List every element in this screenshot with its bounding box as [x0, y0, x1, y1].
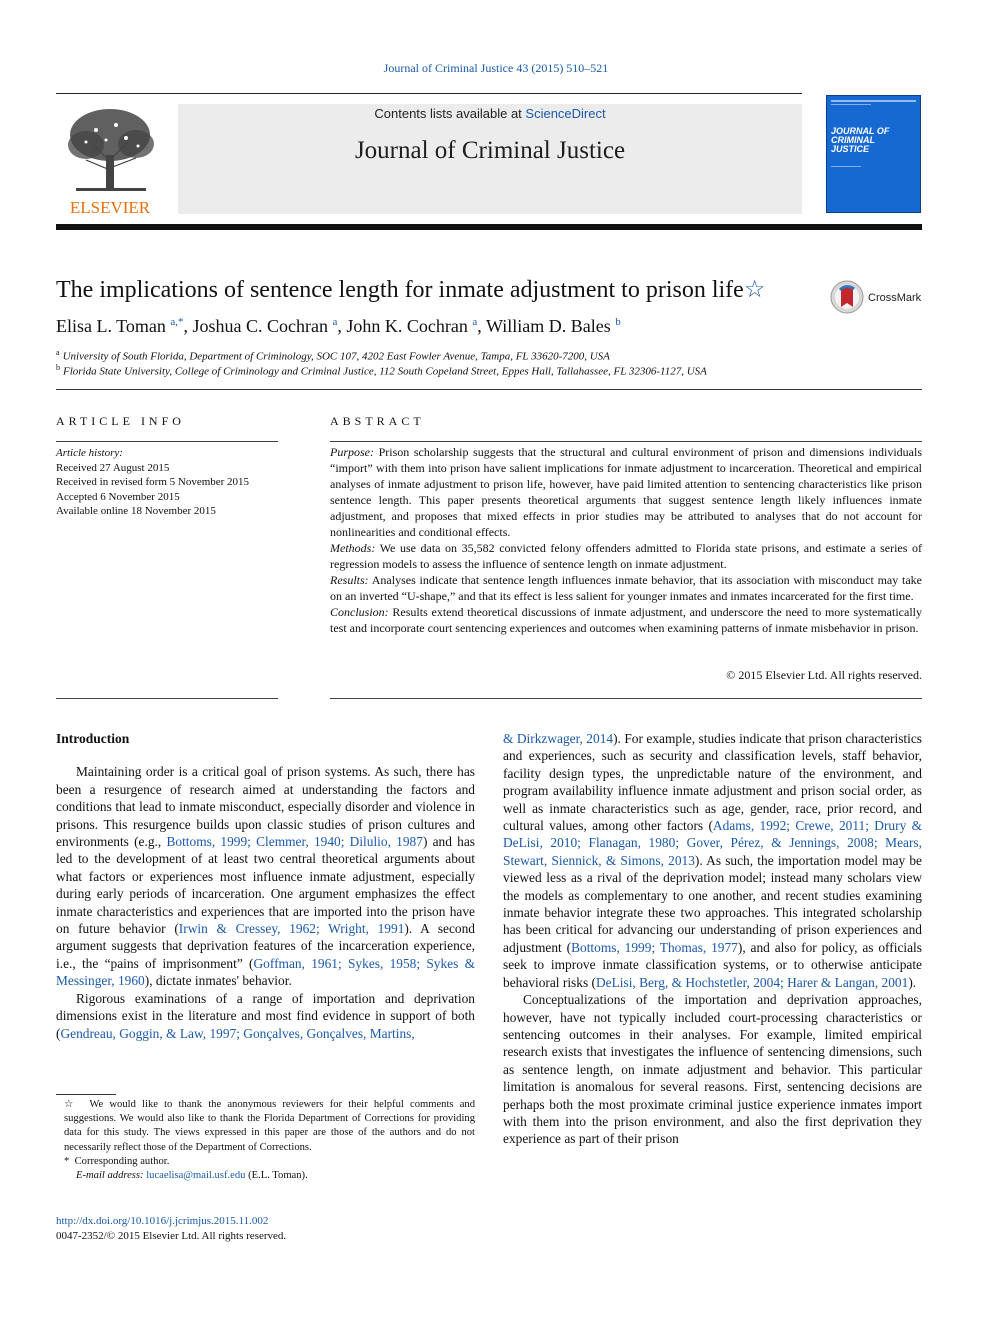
body-text: Rigorous examinations of a range of importation and deprivation dimensions exist in the literature and most find evidence in support of both (	[56, 990, 475, 1041]
author-affil-mark[interactable]: a	[472, 316, 478, 328]
abstract-results	[330, 572, 922, 604]
footnote-text: Corresponding author.	[74, 1155, 170, 1167]
abstract-heading: ABSTRACT	[330, 414, 425, 428]
citation-link[interactable]: Irwin & Cressey, 1962; Wright, 1991	[178, 921, 405, 937]
affiliation-b	[56, 363, 707, 378]
author-list: Elisa L. Toman $^{a,*}$, Joshua C. Cochran $^a$, John K. Cochran $^a$, William D. Bales $^b$	[56, 316, 621, 336]
affiliation-mark: a	[56, 348, 60, 357]
citation-link[interactable]: Adams, 1992; Crewe, 2011; Drury & DeLisi, 2010; Flanagan, 1980; Gover, Pérez, & Jennings, 2008; Mears, Stewart, Siennick, & Simons, 2013	[503, 818, 923, 868]
conclusion-text: Results extend theoretical discussions of inmate adjustment, and underscore the need to more systematically test and incorporate court sentencing experiences and outcomes when examining patterns of inmate misbehavior in prison.	[330, 605, 922, 635]
citation-link[interactable]: Bottoms, 1999; Thomas, 1977	[571, 939, 738, 955]
results-label: Results:	[330, 573, 369, 587]
history-label: Article history:	[56, 447, 123, 459]
abstract-end-rule	[330, 698, 922, 699]
purpose-label: Purpose:	[330, 445, 374, 459]
title-footnote-mark[interactable]: ☆	[743, 277, 766, 303]
journal-title[interactable]: Journal of Criminal Justice	[354, 137, 626, 164]
journal-reference[interactable]: Journal of Criminal Justice 43 (2015) 510–521	[383, 61, 609, 75]
abstract-methods	[330, 540, 922, 572]
affiliation-text: Florida State University, College of Criminology and Criminal Justice, 112 South Copeland Street, Eppes Hall, Tallahassee, FL 32306-1127, USA	[63, 365, 707, 378]
citation-link[interactable]: Goffman, 1961; Sykes, 1958; Sykes & Messinger, 1960	[56, 955, 475, 989]
body-paragraph	[56, 990, 475, 1042]
author-affil-mark[interactable]: b	[615, 316, 621, 328]
section-heading-introduction: Introduction	[56, 731, 130, 746]
body-paragraph	[56, 763, 475, 989]
sciencedirect-link[interactable]: ScienceDirect	[525, 106, 606, 121]
header-thick-rule	[56, 224, 922, 230]
body-text: ). A second argument suggests that deprivation features of the incarceration experience, i.e., the “pains of imprisonment” (	[56, 921, 475, 971]
footnote-mark: ☆	[64, 1099, 78, 1110]
article-history	[56, 446, 249, 519]
contents-prefix: Contents lists available at	[374, 106, 526, 121]
author-name: John K. Cochran	[346, 316, 468, 336]
body-text: ), and also for policy, as officials seek to improve inmate classification systems, or to otherwise anticipate behavioral risks (	[503, 939, 922, 990]
elsevier-wordmark: ELSEVIER	[69, 198, 151, 217]
article-title	[56, 275, 765, 304]
body-paragraph: Conceptualizations of the importation and deprivation approaches, however, have not typically included court-processing characteristics or sentencing outcomes in their analyses. For example, limited empirical research exists that investigates the influence of sentencing dimensions, such as sentence length, on inmate adjustment and behavior. This particular limitation is anomalous for several reasons. First, sentencing decisions are perhaps both the most proximate criminal justice experience inmates import with them into the prison environment, and also the first deprivation they experience as part of their prison	[503, 992, 922, 1147]
body-text: ). As such, the importation model may be viewed less as a rival of the deprivation model; instead many scholars view the models as complementary to one another, and recent studies examining inmate behavior integrate these two approaches. This integrated scholarship has been critical for advancing our understanding of prison experiences and adjustment (	[503, 852, 922, 955]
footnote-email	[56, 1169, 475, 1183]
email-label: E-mail address:	[76, 1170, 144, 1182]
author-name: Elisa L. Toman	[56, 316, 166, 336]
journal-cover-thumbnail[interactable]	[826, 95, 921, 213]
body-right-column	[503, 730, 922, 1148]
footnote-mark: *	[64, 1155, 70, 1167]
author-affil-mark[interactable]: a,*	[170, 316, 184, 328]
results-text: Analyses indicate that sentence length influences inmate behavior, that its association with misconduct may take on an inverted “U-shape,” and that its effect is less salient for younger inmates and inmates incarcerated for the first time.	[330, 573, 922, 603]
affiliation-a	[56, 348, 610, 363]
history-revised: Received in revised form 5 November 2015	[56, 476, 250, 488]
history-online: Available online 18 November 2015	[56, 505, 216, 517]
author-affil-mark[interactable]: a	[332, 316, 338, 328]
email-link[interactable]: lucaelisa@mail.usf.edu	[146, 1170, 246, 1182]
abstract-body	[330, 444, 922, 636]
article-info-heading: ARTICLE INFO	[56, 414, 185, 428]
footnotes	[56, 1098, 475, 1183]
crossmark-badge[interactable]	[830, 280, 925, 314]
article-info-rule	[56, 441, 278, 442]
crossmark-label: CrossMark	[868, 292, 922, 304]
affiliation-mark: b	[56, 363, 60, 372]
crossmark-icon	[830, 280, 925, 314]
body-text: Maintaining order is a critical goal of prison systems. As such, there has been a resurgence of research aimed at understanding the factors and conditions that lead to inmate misconduct, especially disorder and violence in prisons. This resurgence builds upon classic studies of prison cultures and environments (e.g.,	[56, 764, 475, 850]
cover-title: JOURNAL OF CRIMINAL JUSTICE	[831, 126, 890, 154]
article-title-text: The implications of sentence length for inmate adjustment to prison life	[56, 277, 744, 303]
body-text: ), dictate inmates' behavior.	[144, 973, 292, 989]
header-top-rule	[56, 93, 802, 94]
purpose-text: Prison scholarship suggests that the structural and cultural environment of prison and dimensions individuals “import” with them into prison have salient implications for inmate adjustment to incarceration. Theoretical and empirical analyses of inmate adjustment to prison life, however, have paid limited attention to sentencing characteristics like prison sentence length. This paper presents theoretical arguments that suggest sentence length likely influences inmate adjustment, and proposes that mixed effects in prior studies may be attributed to analyses that do not account for nonlinearities and conditional effects.	[330, 445, 922, 539]
citation-link[interactable]: Bottoms, 1999; Clemmer, 1940; Dilulio, 1987	[166, 834, 423, 850]
methods-label: Methods:	[330, 541, 376, 555]
contents-available-line	[178, 104, 802, 121]
footnote-text: We would like to thank the anonymous reviewers for their helpful comments and suggestions. We would also like to thank the Florida Department of Corrections for providing data for this study. The views expressed in this paper are those of the authors and do not necessarily reflect those of the Department of Corrections.	[64, 1099, 476, 1153]
email-suffix: (E.L. Toman).	[245, 1170, 308, 1182]
abstract-conclusion	[330, 604, 922, 636]
author-name: Joshua C. Cochran	[192, 316, 329, 336]
abstract-purpose	[330, 444, 922, 540]
doi-link[interactable]: http://dx.doi.org/10.1016/j.jcrimjus.2015.11.002	[56, 1215, 269, 1227]
issn-line: 0047-2352/© 2015 Elsevier Ltd. All rights reserved.	[56, 1230, 287, 1242]
elsevier-tree-icon	[56, 100, 164, 218]
body-text: ) and has led to the development of at least two central theoretical arguments about what factors or experiences most influence inmate adjustment, especially during early periods of incarceration. One argument emphasizes the effect inmate characteristics and experiences that are imported into the prison have on future behavior (	[56, 834, 475, 937]
body-left-column	[56, 730, 475, 1042]
abstract-rule	[330, 441, 922, 442]
info-end-rule	[56, 698, 278, 699]
affiliation-text: University of South Florida, Department of Criminology, SOC 107, 4202 East Fowler Avenue, Tampa, FL 33620-7200, USA	[62, 350, 610, 363]
citation-link[interactable]: Gendreau, Goggin, & Law, 1997; Gonçalves, Gonçalves, Martins,	[60, 1025, 415, 1041]
history-received: Received 27 August 2015	[56, 461, 170, 474]
body-paragraph	[503, 730, 922, 991]
footnote-corresponding	[56, 1155, 475, 1169]
affiliation-rule	[56, 389, 922, 390]
citation-link[interactable]: & Dirkzwager, 2014	[503, 731, 614, 746]
footnote-rule	[56, 1094, 116, 1095]
methods-text: We use data on 35,582 convicted felony offenders admitted to Florida state prisons, and estimate a series of regression models to assess the influence of sentence length on inmate adjustment.	[330, 541, 922, 571]
body-text: ).	[908, 974, 917, 990]
conclusion-label: Conclusion:	[330, 605, 389, 619]
footnote-acknowledgement	[56, 1098, 475, 1155]
abstract-copyright: © 2015 Elsevier Ltd. All rights reserved.	[726, 668, 922, 682]
citation-link[interactable]: DeLisi, Berg, & Hochstetler, 2004; Harer & Langan, 2001	[595, 974, 909, 990]
body-text: ). For example, studies indicate that prison characteristics and experiences, such as security and classification levels, staff behavior, facility design types, the unpredictable nature of the environment, and program availability influence inmate adjustment and prison social order, as well as inmate characteristics such as age, gender, race, prior record, and cultural values, among other factors (	[503, 731, 922, 834]
history-accepted: Accepted 6 November 2015	[56, 490, 180, 503]
elsevier-logo[interactable]	[56, 100, 164, 218]
author-name: William D. Bales	[485, 316, 611, 336]
